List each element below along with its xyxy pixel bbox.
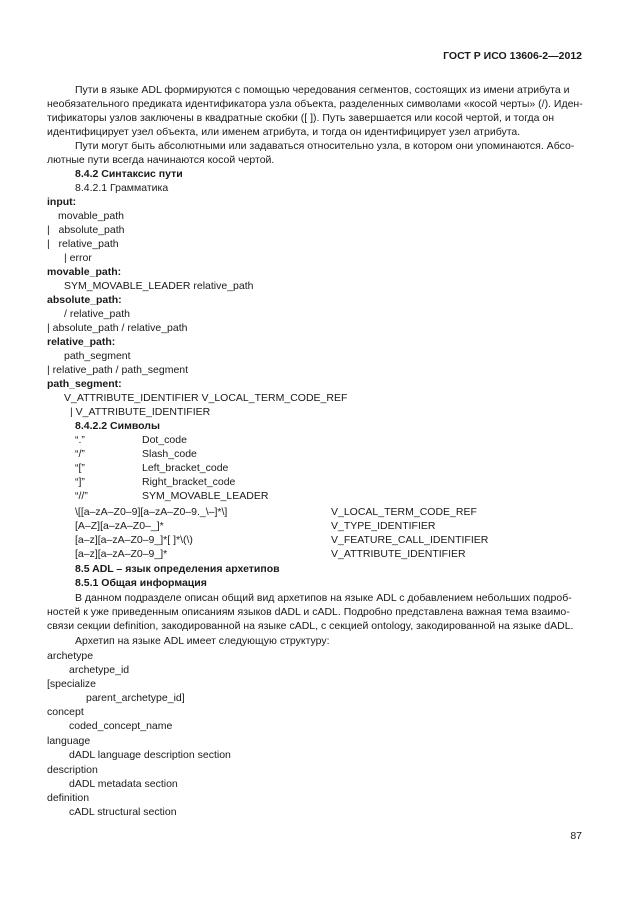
para2-line1: Пути могут быть абсолютными или задаваться относительно узла, в котором они упоминаются. Абсо- [75,140,575,152]
structure-item: archetype_id [69,664,130,676]
grammar-rule-name: relative_path: [47,336,116,348]
para4: Архетип на языке ADL имеет следующую структуру: [75,635,330,647]
symbol-literal: “.” [75,434,85,446]
document-header: ГОСТ Р ИСО 13606-2—2012 [443,50,582,62]
structure-keyword: definition [47,792,90,804]
symbol-name: Left_bracket_code [142,462,229,474]
para1-line3: тификаторы узлов заключены в квадратные скобки ([ ]). Путь завершается или косой чертой, и тогда он [47,112,555,124]
structure-keyword: description [47,764,98,776]
pattern-name: V_TYPE_IDENTIFIER [331,520,436,532]
structure-keyword: archetype [47,650,94,662]
para3-line3: связи секции definition, закодированной на языке cADL, с секцией ontology, закодированной на языке dADL. [47,620,574,632]
grammar-line: path_segment [64,350,131,362]
structure-keyword: language [47,735,91,747]
pattern-regex: [a–z][a–zA–Z0–9_]*[ ]*\(\) [75,534,193,546]
symbol-literal: “//” [75,490,88,502]
structure-item: cADL structural section [69,806,177,818]
para3-line2: ностей к уже приведенным описаниям языков dADL и cADL. Подробно представлена важная тема взаимо- [47,606,570,618]
structure-item: coded_concept_name [69,720,173,732]
pattern-regex: [A–Z][a–zA–Z0–_]* [75,520,164,532]
pattern-regex: [a–z][a–zA–Z0–9_]* [75,548,168,560]
symbol-literal: “/” [75,448,85,460]
pattern-name: V_ATTRIBUTE_IDENTIFIER [331,548,466,560]
section-heading-8-5: 8.5 ADL – язык определения архетипов [75,563,280,575]
pattern-name: V_LOCAL_TERM_CODE_REF [331,506,477,518]
pattern-name: V_FEATURE_CALL_IDENTIFIER [331,534,489,546]
symbol-literal: “]” [75,476,85,488]
pattern-regex: \[[a–zA–Z0–9][a–zA–Z0–9._\–]*\] [75,506,228,518]
grammar-rule-name: path_segment: [47,378,122,390]
symbol-literal: “[” [75,462,85,474]
structure-item: parent_archetype_id] [86,692,185,704]
grammar-rule-name: input: [47,196,77,208]
structure-keyword: [specialize [47,678,97,690]
grammar-line: movable_path [58,210,124,222]
page-number: 87 [570,830,582,842]
grammar-rule-name: movable_path: [47,266,122,278]
symbol-name: Dot_code [142,434,187,446]
para1-line1: Пути в языке ADL формируются с помощью чередования сегментов, состоящих из имени атрибута и [75,84,570,96]
grammar-line: V_ATTRIBUTE_IDENTIFIER V_LOCAL_TERM_CODE_REF [64,392,348,404]
grammar-line: | error [64,252,92,264]
grammar-line: / relative_path [64,308,130,320]
symbol-name: Slash_code [142,448,197,460]
para3-line1: В данном подразделе описан общий вид архетипов на языке ADL с добавлением небольших подроб- [75,592,572,604]
para1-line2: необязательного предиката идентификатора узла объекта, разделенных символами «косой черты» (/). Иден- [47,98,583,110]
para1-line4: идентифицирует узел объекта, или именем атрибута, и тогда он идентифицирует узел атрибута. [47,126,521,138]
structure-item: dADL metadata section [69,778,178,790]
grammar-line: SYM_MOVABLE_LEADER relative_path [64,280,254,292]
structure-item: dADL language description section [69,749,231,761]
grammar-line: | relative_path [47,238,119,250]
section-heading-8-5-1: 8.5.1 Общая информация [75,577,207,589]
symbol-name: SYM_MOVABLE_LEADER [142,490,269,502]
grammar-line: | relative_path / path_segment [47,364,189,376]
grammar-line: | absolute_path / relative_path [47,322,188,334]
section-heading-8-4-2-1: 8.4.2.1 Грамматика [75,182,169,194]
para2-line2: лютные пути всегда начинаются косой чертой. [47,154,275,166]
grammar-rule-name: absolute_path: [47,294,122,306]
section-heading-8-4-2: 8.4.2 Синтаксис пути [75,168,183,180]
grammar-line: | V_ATTRIBUTE_IDENTIFIER [70,406,211,418]
grammar-line: | absolute_path [47,224,125,236]
symbol-name: Right_bracket_code [142,476,236,488]
structure-keyword: concept [47,706,84,718]
section-heading-8-4-2-2: 8.4.2.2 Символы [75,420,160,432]
